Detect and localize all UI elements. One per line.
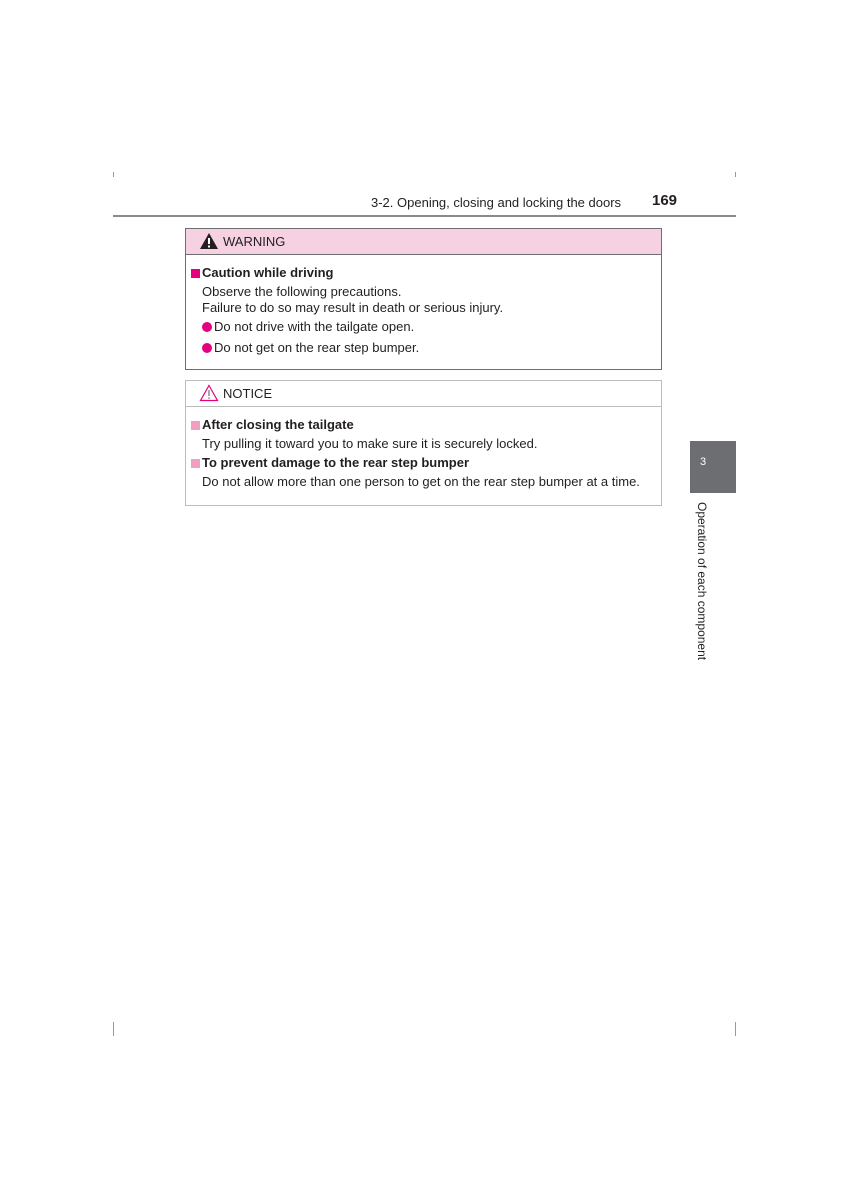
notice-heading-2: To prevent damage to the rear step bumper [202,455,470,470]
chapter-title: Operation of each component [695,502,709,661]
page-number: 169 [652,192,678,209]
notice-text-1: Try pulling it toward you to make sure it is securely locked. [202,436,538,451]
warning-bullet-1: Do not drive with the tailgate open. [214,319,415,334]
notice-header [186,381,661,407]
notice-square-icon [191,421,200,430]
warning-line-2: Failure to do so may result in death or serious injury. [202,300,504,315]
crop-mark-bottom-right [735,1022,736,1036]
warning-bullet-2: Do not get on the rear step bumper. [214,340,420,355]
notice-box [185,380,662,506]
crop-mark-bottom-left [113,1022,114,1036]
crop-mark-top-left [113,172,114,177]
header-rule [113,215,736,217]
warning-heading: Caution while driving [202,265,334,280]
notice-heading-1: After closing the tailgate [202,417,354,432]
crop-mark-top-right [735,172,736,177]
bullet-icon [202,343,212,353]
bullet-icon [202,322,212,332]
warning-box [185,228,662,370]
notice-text-2: Do not allow more than one person to get on the rear step bumper at a time. [202,474,640,489]
warning-square-icon [191,269,200,278]
section-title: 3-2. Opening, closing and locking the doors [371,195,622,210]
warning-triangle-icon [199,232,219,250]
chapter-number: 3 [699,456,707,468]
notice-square-icon [191,459,200,468]
warning-line-1: Observe the following precautions. [202,284,402,299]
warning-label: WARNING [223,234,286,249]
warning-header [186,229,661,255]
caution-triangle-icon [199,384,219,402]
notice-label: NOTICE [223,386,273,401]
chapter-tab [690,441,736,493]
